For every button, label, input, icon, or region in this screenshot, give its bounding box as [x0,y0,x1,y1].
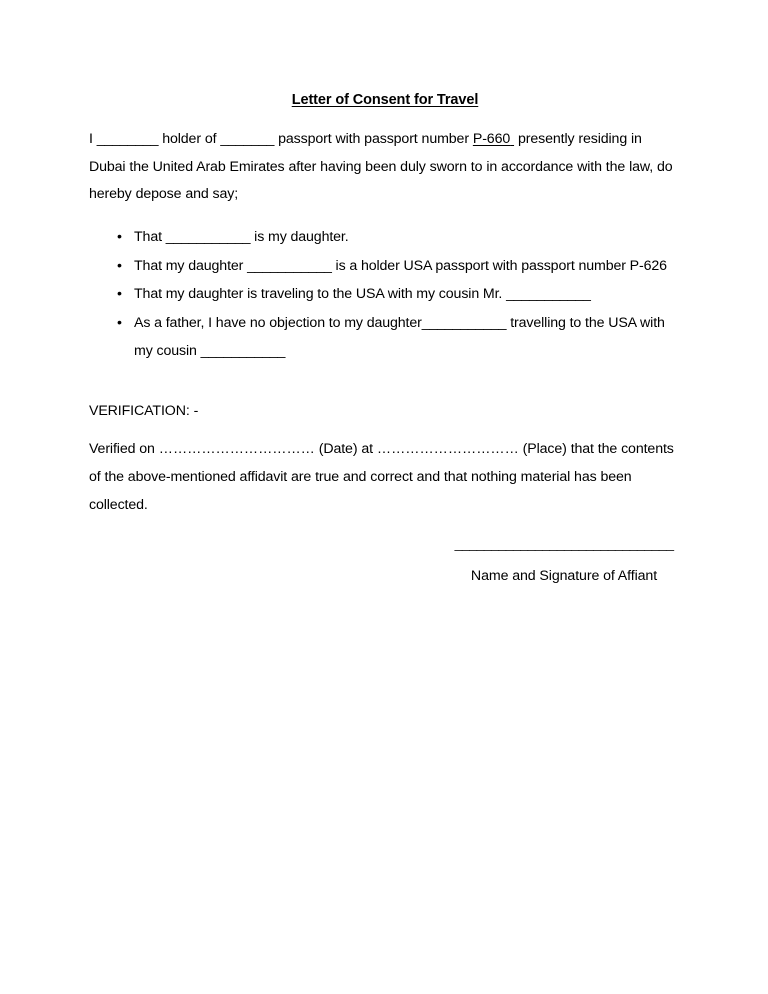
bullet-icon: • [117,228,122,245]
page-title [89,0,681,109]
bullet-icon: • [117,257,122,274]
verification-paragraph [89,425,681,519]
verification-leader-place: ………………………… [376,441,519,458]
signature-block [448,536,680,586]
verification-heading: VERIFICATION: - [89,402,199,419]
intro-text-part4: presently residing in Dubai the United Arab Emirates after having been duly sworn to in accordance with the law, do hereby depose and say; [89,131,673,203]
verification-part2: (Date) at [314,441,377,458]
intro-text-part2: holder of [158,131,221,148]
list-item [89,309,681,366]
bullet-1-part2: is my daughter. [250,228,349,245]
bullet-3-part1: That my daughter is traveling to the USA with my cousin Mr. [134,286,507,303]
intro-text-part1: I [89,131,97,148]
page-title-text: Letter of Consent for Travel [291,92,479,108]
bullet-1-blank-daughter-name: ___________ [165,228,251,245]
passport-number-value: P-660 [472,131,511,148]
verification-part1: Verified on [89,441,159,458]
intro-blank-name: ________ [96,131,159,148]
bullet-4-part1: As a father, I have no objection to my daughter [134,314,422,331]
intro-text-part3: passport with passport number [274,131,473,148]
intro-paragraph [89,109,681,209]
bullet-4-blank-daughter-name: ___________ [421,314,507,331]
document-body [89,0,681,519]
bullet-3-blank-cousin-name: ___________ [506,286,591,303]
bullet-2-part1: That my daughter [134,257,248,274]
list-item [89,252,681,281]
bullet-4-part2: travelling to the USA with my cousin [134,314,665,360]
list-item [89,223,681,252]
bullet-icon: • [117,314,122,331]
list-item [89,280,681,309]
bullet-2-blank-daughter-name: ___________ [247,257,332,274]
statement-list [89,209,681,366]
signature-line: ______________________________ [454,536,674,552]
bullet-4-blank-cousin-name: ___________ [200,343,286,360]
verification-leader-date: …………………………… [158,441,315,458]
signature-caption: Name and Signature of Affiant [470,568,658,584]
bullet-1-part1: That [134,228,166,245]
verification-part3: (Place) that the contents of the above-mentioned affidavit are true and correct and that nothing material has been collected. [89,441,674,513]
bullet-2-part2: is a holder USA passport with passport number P-626 [331,257,667,274]
bullet-icon: • [117,286,122,303]
intro-blank-nationality: _______ [220,131,275,148]
